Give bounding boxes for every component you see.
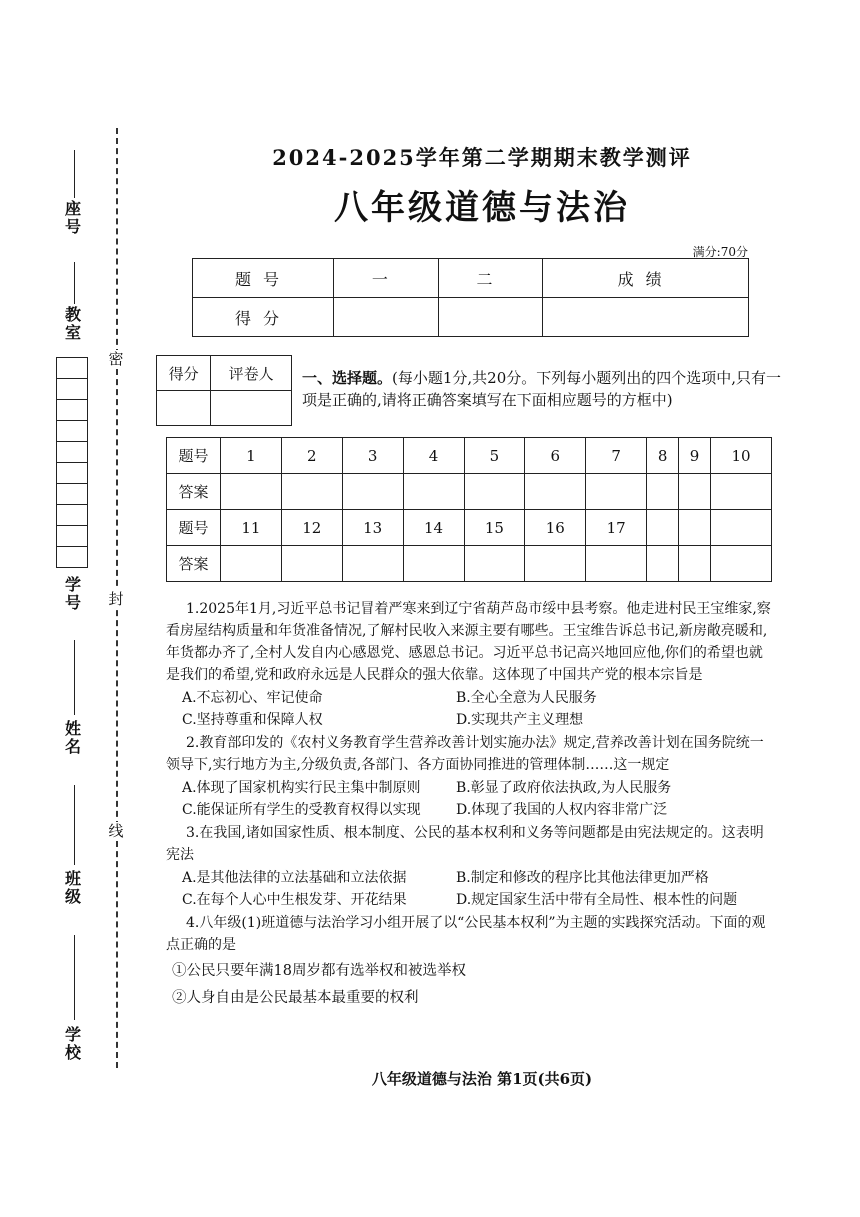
score-table-header-num: 题号 bbox=[193, 259, 334, 298]
answer-grid-num-row-1 bbox=[167, 438, 772, 474]
full-score: 满分:70分 bbox=[692, 245, 748, 259]
seat-fill-line bbox=[74, 150, 75, 198]
statement-2: ②人身自由是公民最基本最重要的权利 bbox=[172, 990, 419, 1006]
grader-box bbox=[156, 355, 292, 426]
option-d: D.实现共产主义理想 bbox=[456, 712, 584, 728]
answer-grid-ans-label: 答案 bbox=[167, 474, 221, 510]
section1-heading bbox=[302, 367, 792, 411]
question-number: 2 bbox=[281, 438, 342, 474]
name-fill-line bbox=[74, 640, 75, 715]
grader-name-cell[interactable] bbox=[211, 391, 292, 426]
score-table-header-part1: 一 bbox=[334, 259, 439, 298]
page-footer: 八年级道德与法治 第1页(共6页) bbox=[371, 1070, 593, 1088]
option-d: D.规定国家生活中带有全局性、根本性的问题 bbox=[456, 892, 738, 908]
answer-cell[interactable] bbox=[586, 546, 647, 582]
score-cell-part1[interactable] bbox=[334, 298, 439, 337]
question-number bbox=[711, 510, 772, 546]
grader-name-label: 评卷人 bbox=[211, 356, 292, 391]
question-number: 11 bbox=[221, 510, 282, 546]
question-number: 10 bbox=[711, 438, 772, 474]
question-number bbox=[679, 510, 711, 546]
answer-cell[interactable] bbox=[525, 474, 586, 510]
question-list bbox=[166, 598, 776, 1013]
question-options bbox=[166, 687, 776, 731]
question-1 bbox=[166, 598, 776, 731]
student-id-boxes[interactable] bbox=[56, 357, 88, 568]
option-c: C.能保证所有学生的受教育权得以实现 bbox=[182, 802, 421, 818]
answer-grid-ans-row-1 bbox=[167, 474, 772, 510]
option-d: D.体现了我国的人权内容非常广泛 bbox=[456, 802, 668, 818]
answer-grid-num-row-2 bbox=[167, 510, 772, 546]
answer-cell[interactable] bbox=[403, 546, 464, 582]
question-stem: 4.八年级(1)班道德与法治学习小组开展了以“公民基本权利”为主题的实践探究活动。下面的观点正确的是 bbox=[166, 915, 766, 953]
option-b: B.全心全意为人民服务 bbox=[456, 690, 597, 706]
answer-grid-ans-label: 答案 bbox=[167, 546, 221, 582]
seal-char-mi: 密 bbox=[108, 350, 124, 368]
answer-cell[interactable] bbox=[464, 546, 525, 582]
question-number: 16 bbox=[525, 510, 586, 546]
option-b: B.彰显了政府依法执政,为人民服务 bbox=[456, 780, 672, 796]
option-a: A.体现了国家机构实行民主集中制原则 bbox=[182, 780, 421, 796]
score-table-header-part2: 二 bbox=[438, 259, 543, 298]
answer-grid-ans-row-2 bbox=[167, 546, 772, 582]
question-number: 14 bbox=[403, 510, 464, 546]
score-summary-table bbox=[192, 258, 749, 337]
exam-title: 2024-2025学年第二学期期末教学测评 bbox=[272, 145, 692, 170]
answer-cell[interactable] bbox=[711, 546, 772, 582]
option-a: A.不忘初心、牢记使命 bbox=[182, 690, 323, 706]
answer-cell[interactable] bbox=[281, 474, 342, 510]
question-number: 9 bbox=[679, 438, 711, 474]
answer-grid-num-label: 题号 bbox=[167, 510, 221, 546]
question-options bbox=[166, 867, 776, 911]
answer-cell[interactable] bbox=[679, 546, 711, 582]
question-4 bbox=[166, 912, 776, 1010]
question-2 bbox=[166, 732, 776, 821]
seal-char-xian: 线 bbox=[108, 822, 124, 840]
question-number: 6 bbox=[525, 438, 586, 474]
seat-label: 座号 bbox=[64, 199, 81, 236]
grader-score-label: 得分 bbox=[157, 356, 211, 391]
answer-grid bbox=[166, 437, 772, 582]
score-table-header-total: 成绩 bbox=[543, 259, 749, 298]
subject-title: 八年级道德与法治 bbox=[334, 188, 630, 228]
answer-cell[interactable] bbox=[221, 474, 282, 510]
class-label: 班级 bbox=[64, 869, 81, 906]
question-stem: 1.2025年1月,习近平总书记冒着严寒来到辽宁省葫芦岛市绥中县考察。他走进村民王宝维家,察看房屋结构质量和年货准备情况,了解村民收入来源主要有哪些。王宝维告诉总书记,新房敞亮暖和,年货都办齐了,全村人发自内心感恩党、感恩总书记。习近平总书记高兴地回应他,你们的希望也就是我们的希望,党和政府永远是人民群众的强大依靠。这体现了中国共产党的根本宗旨是 bbox=[166, 601, 771, 683]
classroom-fill-line bbox=[74, 262, 75, 304]
question-number: 8 bbox=[647, 438, 679, 474]
option-c: C.在每个人心中生根发芽、开花结果 bbox=[182, 892, 407, 908]
question-number: 15 bbox=[464, 510, 525, 546]
question-options bbox=[166, 777, 776, 821]
name-label: 姓名 bbox=[64, 719, 81, 756]
question-number: 4 bbox=[403, 438, 464, 474]
score-cell-part2[interactable] bbox=[438, 298, 543, 337]
classroom-label: 教室 bbox=[64, 305, 81, 342]
answer-cell[interactable] bbox=[342, 474, 403, 510]
answer-cell[interactable] bbox=[281, 546, 342, 582]
seal-char-feng: 封 bbox=[108, 590, 124, 608]
question-number: 7 bbox=[586, 438, 647, 474]
section1-title: 一、选择题。 bbox=[302, 369, 393, 387]
score-cell-total[interactable] bbox=[543, 298, 749, 337]
question-stem: 3.在我国,诸如国家性质、根本制度、公民的基本权利和义务等问题都是由宪法规定的。这表明宪法 bbox=[166, 825, 764, 863]
answer-grid-num-label: 题号 bbox=[167, 438, 221, 474]
answer-cell[interactable] bbox=[711, 474, 772, 510]
student-id-label: 学号 bbox=[64, 575, 81, 612]
answer-cell[interactable] bbox=[342, 546, 403, 582]
school-label: 学校 bbox=[64, 1025, 81, 1062]
option-b: B.制定和修改的程序比其他法律更加严格 bbox=[456, 870, 709, 886]
question-number bbox=[647, 510, 679, 546]
answer-cell[interactable] bbox=[647, 546, 679, 582]
option-a: A.是其他法律的立法基础和立法依据 bbox=[182, 870, 407, 886]
question-number: 1 bbox=[221, 438, 282, 474]
question-3 bbox=[166, 822, 776, 911]
statement-1: ①公民只要年满18周岁都有选举权和被选举权 bbox=[172, 963, 466, 979]
score-table-row-label: 得分 bbox=[193, 298, 334, 337]
answer-cell[interactable] bbox=[679, 474, 711, 510]
question-stem: 2.教育部印发的《农村义务教育学生营养改善计划实施办法》规定,营养改善计划在国务院统一领导下,实行地方为主,分级负责,各部门、各方面协同推进的管理体制……这一规定 bbox=[166, 735, 764, 773]
answer-cell[interactable] bbox=[525, 546, 586, 582]
question-number: 13 bbox=[342, 510, 403, 546]
class-fill-line bbox=[74, 785, 75, 865]
option-c: C.坚持尊重和保障人权 bbox=[182, 712, 323, 728]
answer-cell[interactable] bbox=[403, 474, 464, 510]
question-number: 5 bbox=[464, 438, 525, 474]
answer-cell[interactable] bbox=[647, 474, 679, 510]
question-number: 3 bbox=[342, 438, 403, 474]
section1-instructions: (每小题1分,共20分。下列每小题列出的四个选项中,只有一项是正确的,请将正确答案填写在下面相应题号的方框中) bbox=[302, 369, 782, 409]
answer-cell[interactable] bbox=[586, 474, 647, 510]
question-number: 17 bbox=[586, 510, 647, 546]
school-fill-line bbox=[74, 935, 75, 1020]
answer-cell[interactable] bbox=[221, 546, 282, 582]
grader-score-cell[interactable] bbox=[157, 391, 211, 426]
question-number: 12 bbox=[281, 510, 342, 546]
answer-cell[interactable] bbox=[464, 474, 525, 510]
